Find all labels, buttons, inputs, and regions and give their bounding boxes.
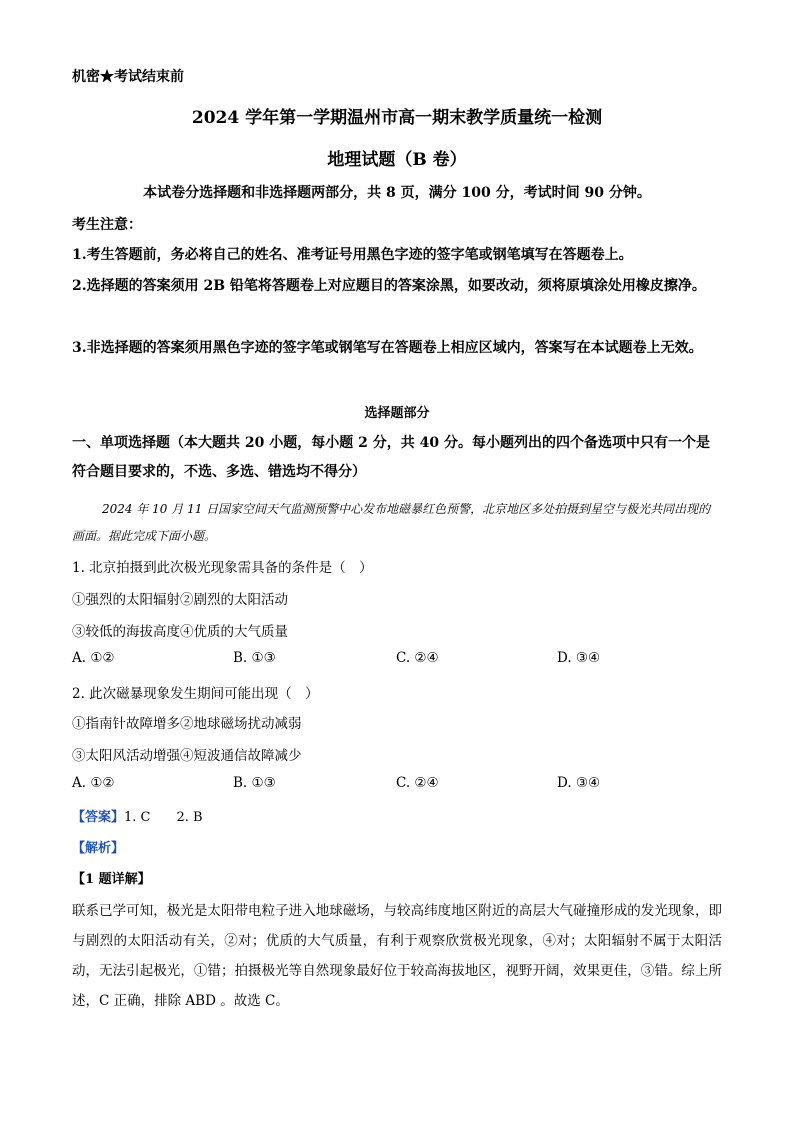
notice-item-1: 1.考生答题前，务必将自己的姓名、准考证号用黑色字迹的签字笔或钢笔填写在答题卷上。 bbox=[72, 247, 633, 263]
question-2-line1: ①指南针故障增多②地球磁场扰动减弱 bbox=[72, 716, 302, 732]
exam-title: 2024 学年第一学期温州市高一期末教学质量统一检测 bbox=[191, 108, 603, 128]
confidential-mark: 机密★考试结束前 bbox=[72, 69, 184, 85]
question-1-option-c: C. ②④ bbox=[396, 650, 439, 666]
question-2-option-a: A. ①② bbox=[72, 775, 115, 791]
notice-heading: 考生注意： bbox=[72, 217, 142, 233]
question-2-option-b: B. ①③ bbox=[233, 775, 276, 791]
notice-item-3: 3.非选择题的答案须用黑色字迹的签字笔或钢笔写在答题卷上相应区域内，答案写在本试题卷上无效。 bbox=[72, 340, 703, 356]
question-1-line1: ①强烈的太阳辐射②剧烈的太阳活动 bbox=[72, 592, 288, 608]
material-text: 2024 年 10 月 11 日国家空间天气监测预警中心发布地磁暴红色预警，北京地区多处拍摄到星空与极光共同出现的画面。据此完成下面小题。 bbox=[72, 502, 711, 543]
answer-label: 【答案】 bbox=[72, 810, 125, 825]
section-title: 选择题部分 bbox=[364, 406, 430, 421]
question-1-stem: 1. 北京拍摄到此次极光现象需具备的条件是（ ） bbox=[72, 560, 373, 576]
answer-text: 1. C 2. B bbox=[124, 810, 203, 825]
part1-instructions: 一、单项选择题（本大题共 20 小题，每小题 2 分，共 40 分。每小题列出的四个备选项中只有一个是符合题目要求的，不选、多选、错选均不得分） bbox=[72, 435, 710, 480]
question-2-option-d: D. ③④ bbox=[557, 775, 601, 791]
analysis-detail-label: 【1 题详解】 bbox=[72, 872, 151, 887]
question-2-stem: 2. 此次磁暴现象发生期间可能出现（ ） bbox=[72, 686, 319, 702]
exam-summary: 本试卷分选择题和非选择题两部分，共 8 页，满分 100 分，考试时间 90 分钟。 bbox=[143, 185, 651, 201]
question-1-option-d: D. ③④ bbox=[557, 650, 601, 666]
question-1-option-a: A. ①② bbox=[72, 650, 115, 666]
exam-subtitle: 地理试题（B 卷） bbox=[327, 150, 467, 170]
notice-item-2: 2.选择题的答案须用 2B 铅笔将答题卷上对应题目的答案涂黑，如要改动，须将原填涂处用橡皮擦净。 bbox=[72, 278, 706, 294]
question-1-option-b: B. ①③ bbox=[233, 650, 276, 666]
answer-row bbox=[72, 806, 203, 825]
question-2-option-c: C. ②④ bbox=[396, 775, 439, 791]
question-1-line2: ③较低的海拔高度④优质的大气质量 bbox=[72, 624, 288, 640]
analysis-label: 【解析】 bbox=[72, 841, 125, 856]
question-2-line2: ③太阳风活动增强④短波通信故障减少 bbox=[72, 748, 302, 764]
analysis-detail-text: 联系已学可知，极光是太阳带电粒子进入地球磁场，与较高纬度地区附近的高层大气碰撞形成的发光现象，即与剧烈的太阳活动有关，②对；优质的大气质量，有利于观察欣赏极光现象，④对；太阳辐射不属于太阳活动，无法引起极光，①错；拍摄极光等自然现象最好位于较高海拔地区，视野开阔，效果更佳，③错。综上所述，C 正确，排除 ABD 。故选 C。 bbox=[72, 903, 722, 1009]
analysis-row bbox=[72, 837, 124, 856]
